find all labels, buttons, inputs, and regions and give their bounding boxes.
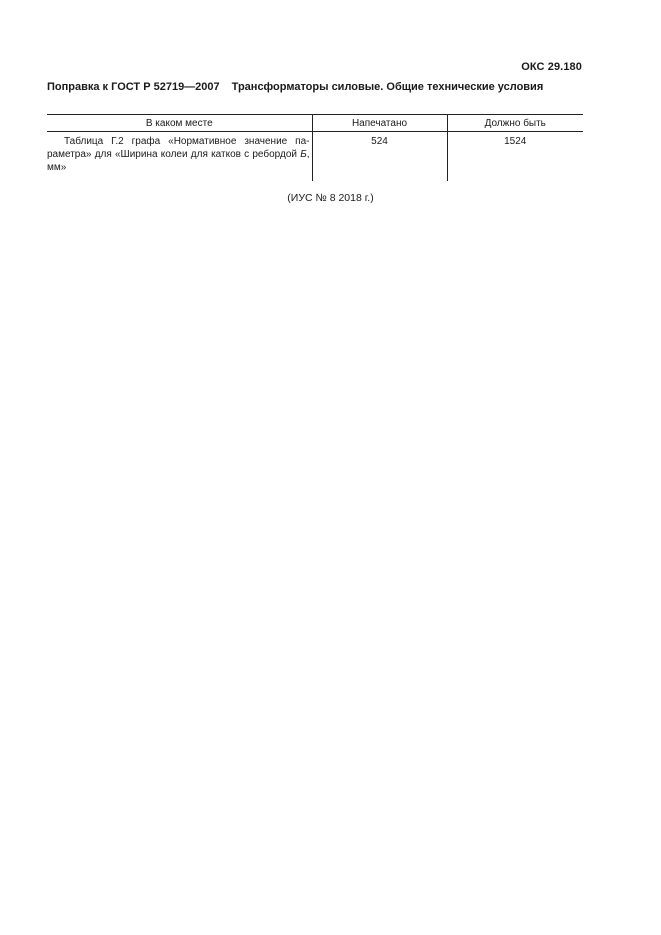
location-text-start: Таблица Г.2 графа «Нормативное значение параметра» для «Ширина колеи для катков с ребордой bbox=[47, 136, 310, 161]
header-location: В каком месте bbox=[47, 115, 312, 132]
source-note: (ИУС № 8 2018 г.) bbox=[287, 192, 374, 204]
location-italic-letter: Б bbox=[300, 149, 307, 161]
cell-printed: 524 bbox=[312, 132, 447, 182]
document-title bbox=[47, 81, 587, 93]
cell-location bbox=[47, 132, 312, 182]
standard-title: Трансформаторы силовые. Общие технические условия bbox=[231, 81, 544, 93]
correction-prefix: Поправка к ГОСТ Р 52719—2007 bbox=[47, 81, 220, 93]
classifier-code: ОКС 29.180 bbox=[521, 61, 582, 73]
cell-should-be: 1524 bbox=[447, 132, 583, 182]
location-text-end: , мм» bbox=[47, 149, 310, 174]
header-printed: Напечатано bbox=[312, 115, 447, 132]
table-row bbox=[47, 132, 583, 182]
correction-table bbox=[47, 114, 583, 181]
header-should-be: Должно быть bbox=[447, 115, 583, 132]
table-header-row bbox=[47, 115, 583, 132]
